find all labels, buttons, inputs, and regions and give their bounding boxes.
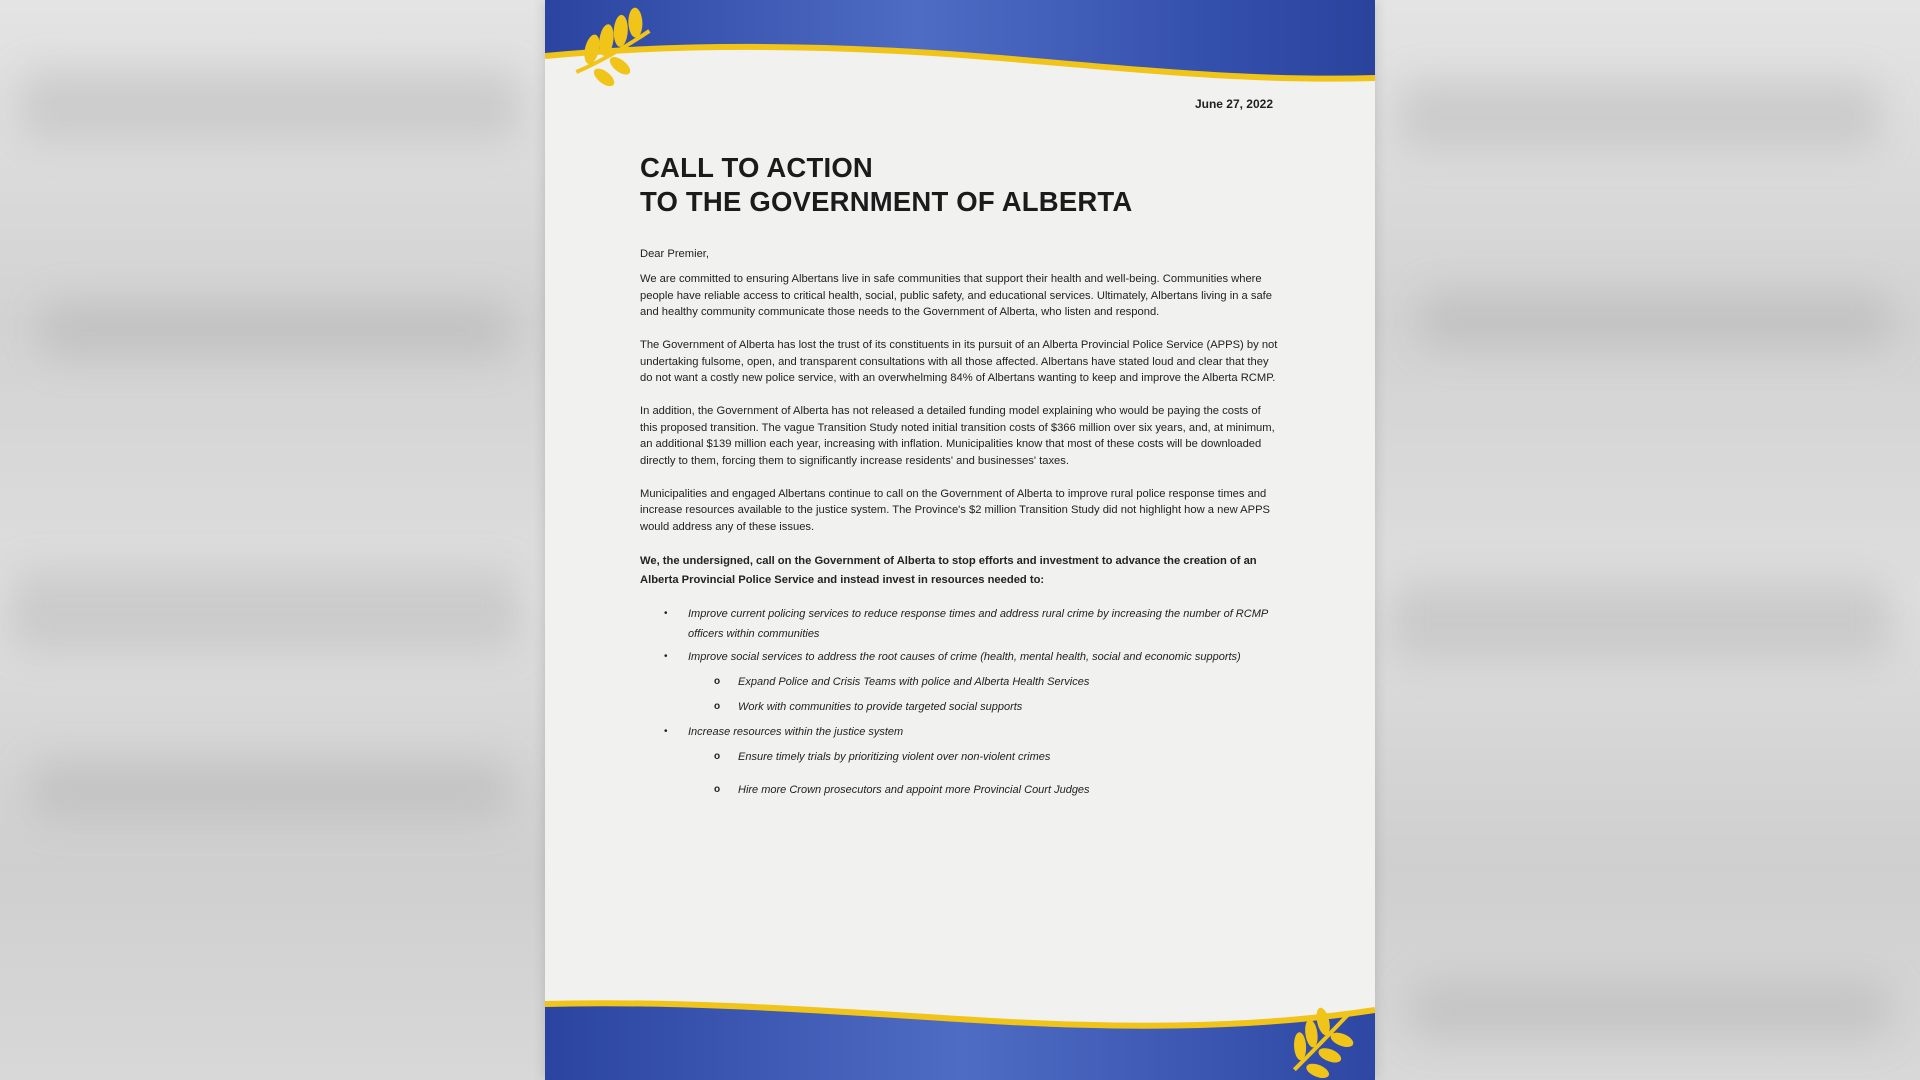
blur-band: [1410, 980, 1890, 1040]
blur-band: [20, 70, 520, 140]
paragraph: In addition, the Government of Alberta has not released a detailed funding model explaining who would be paying the costs of this proposed transition. The vague Transition Study noted initial transition costs of $366 million over six years, and, at minimum, an additional $139 million each year, increasing with inflation. Municipalities know that most of these costs will be downloaded directly to them, forcing them to significantly increase residents' and businesses' taxes.: [640, 404, 1275, 468]
title-line-1: CALL TO ACTION: [640, 152, 873, 183]
demands-list: [640, 604, 1280, 800]
list-item: [664, 722, 1278, 800]
list-item: [664, 647, 1278, 717]
paragraph: The Government of Alberta has lost the trust of its constituents in its pursuit of an Alberta Provincial Police Service (APPS) by not undertaking fulsome, open, and transparent consultations with all those affected. Albertans have stated loud and clear that they do not want a costly new police service, with an overwhelming 84% of Albertans wanting to keep and improve the Alberta RCMP.: [640, 338, 1278, 385]
sub-list: [688, 672, 1278, 717]
blur-band: [40, 300, 510, 360]
salutation: Dear Premier,: [640, 248, 710, 260]
blur-band: [10, 570, 520, 650]
list-item-text: Improve social services to address the root causes of crime (health, mental health, social and economic supports): [688, 650, 1241, 663]
blur-band: [1400, 80, 1880, 150]
bottom-banner: [545, 990, 1375, 1080]
sub-list-item: o Hire more Crown prosecutors and appoint more Provincial Court Judges: [714, 780, 1278, 800]
list-item-text: Increase resources within the justice system: [688, 725, 904, 738]
top-banner: [545, 0, 1375, 100]
letter-title: [640, 151, 1132, 219]
sub-list-item: o Work with communities to provide targeted social supports: [714, 697, 1278, 717]
blur-band: [30, 760, 510, 820]
sub-list: [688, 747, 1278, 800]
sub-list-item: o Expand Police and Crisis Teams with police and Alberta Health Services: [714, 672, 1278, 692]
blur-band: [1390, 580, 1890, 660]
letter-page: [545, 0, 1375, 1080]
paragraph: We are committed to ensuring Albertans live in safe communities that support their health and well-being. Communities where people have reliable access to critical health, social, public safety, and educational services. Ultimately, Albertans living in a safe and healthy community communicate those needs to the Government of Alberta, who listen and respond.: [640, 272, 1273, 319]
blur-band: [1420, 290, 1890, 350]
list-item-text: Improve current policing services to reduce response times and address rural crime by increasing the number of RCMP officers within communities: [688, 607, 1268, 640]
paragraph: Municipalities and engaged Albertans continue to call on the Government of Alberta to improve rural police response times and increase resources available to the justice system. The Province's $2 million Transition Study did not highlight how a new APPS would address any of these issues.: [640, 487, 1270, 534]
bottom-banner-fill: [545, 1003, 1375, 1080]
title-line-2: TO THE GOVERNMENT OF ALBERTA: [640, 186, 1133, 217]
sub-list-item: o Ensure timely trials by prioritizing violent over non-violent crimes: [714, 747, 1278, 767]
letter-date: June 27, 2022: [1194, 97, 1273, 111]
call-to-action-statement: We, the undersigned, call on the Government of Alberta to stop efforts and investment to advance the creation of an Alberta Provincial Police Service and instead invest in resources needed to:: [640, 554, 1257, 586]
list-item: [664, 604, 1278, 644]
letter-body: [640, 246, 1280, 813]
top-banner-fill: [545, 0, 1375, 79]
